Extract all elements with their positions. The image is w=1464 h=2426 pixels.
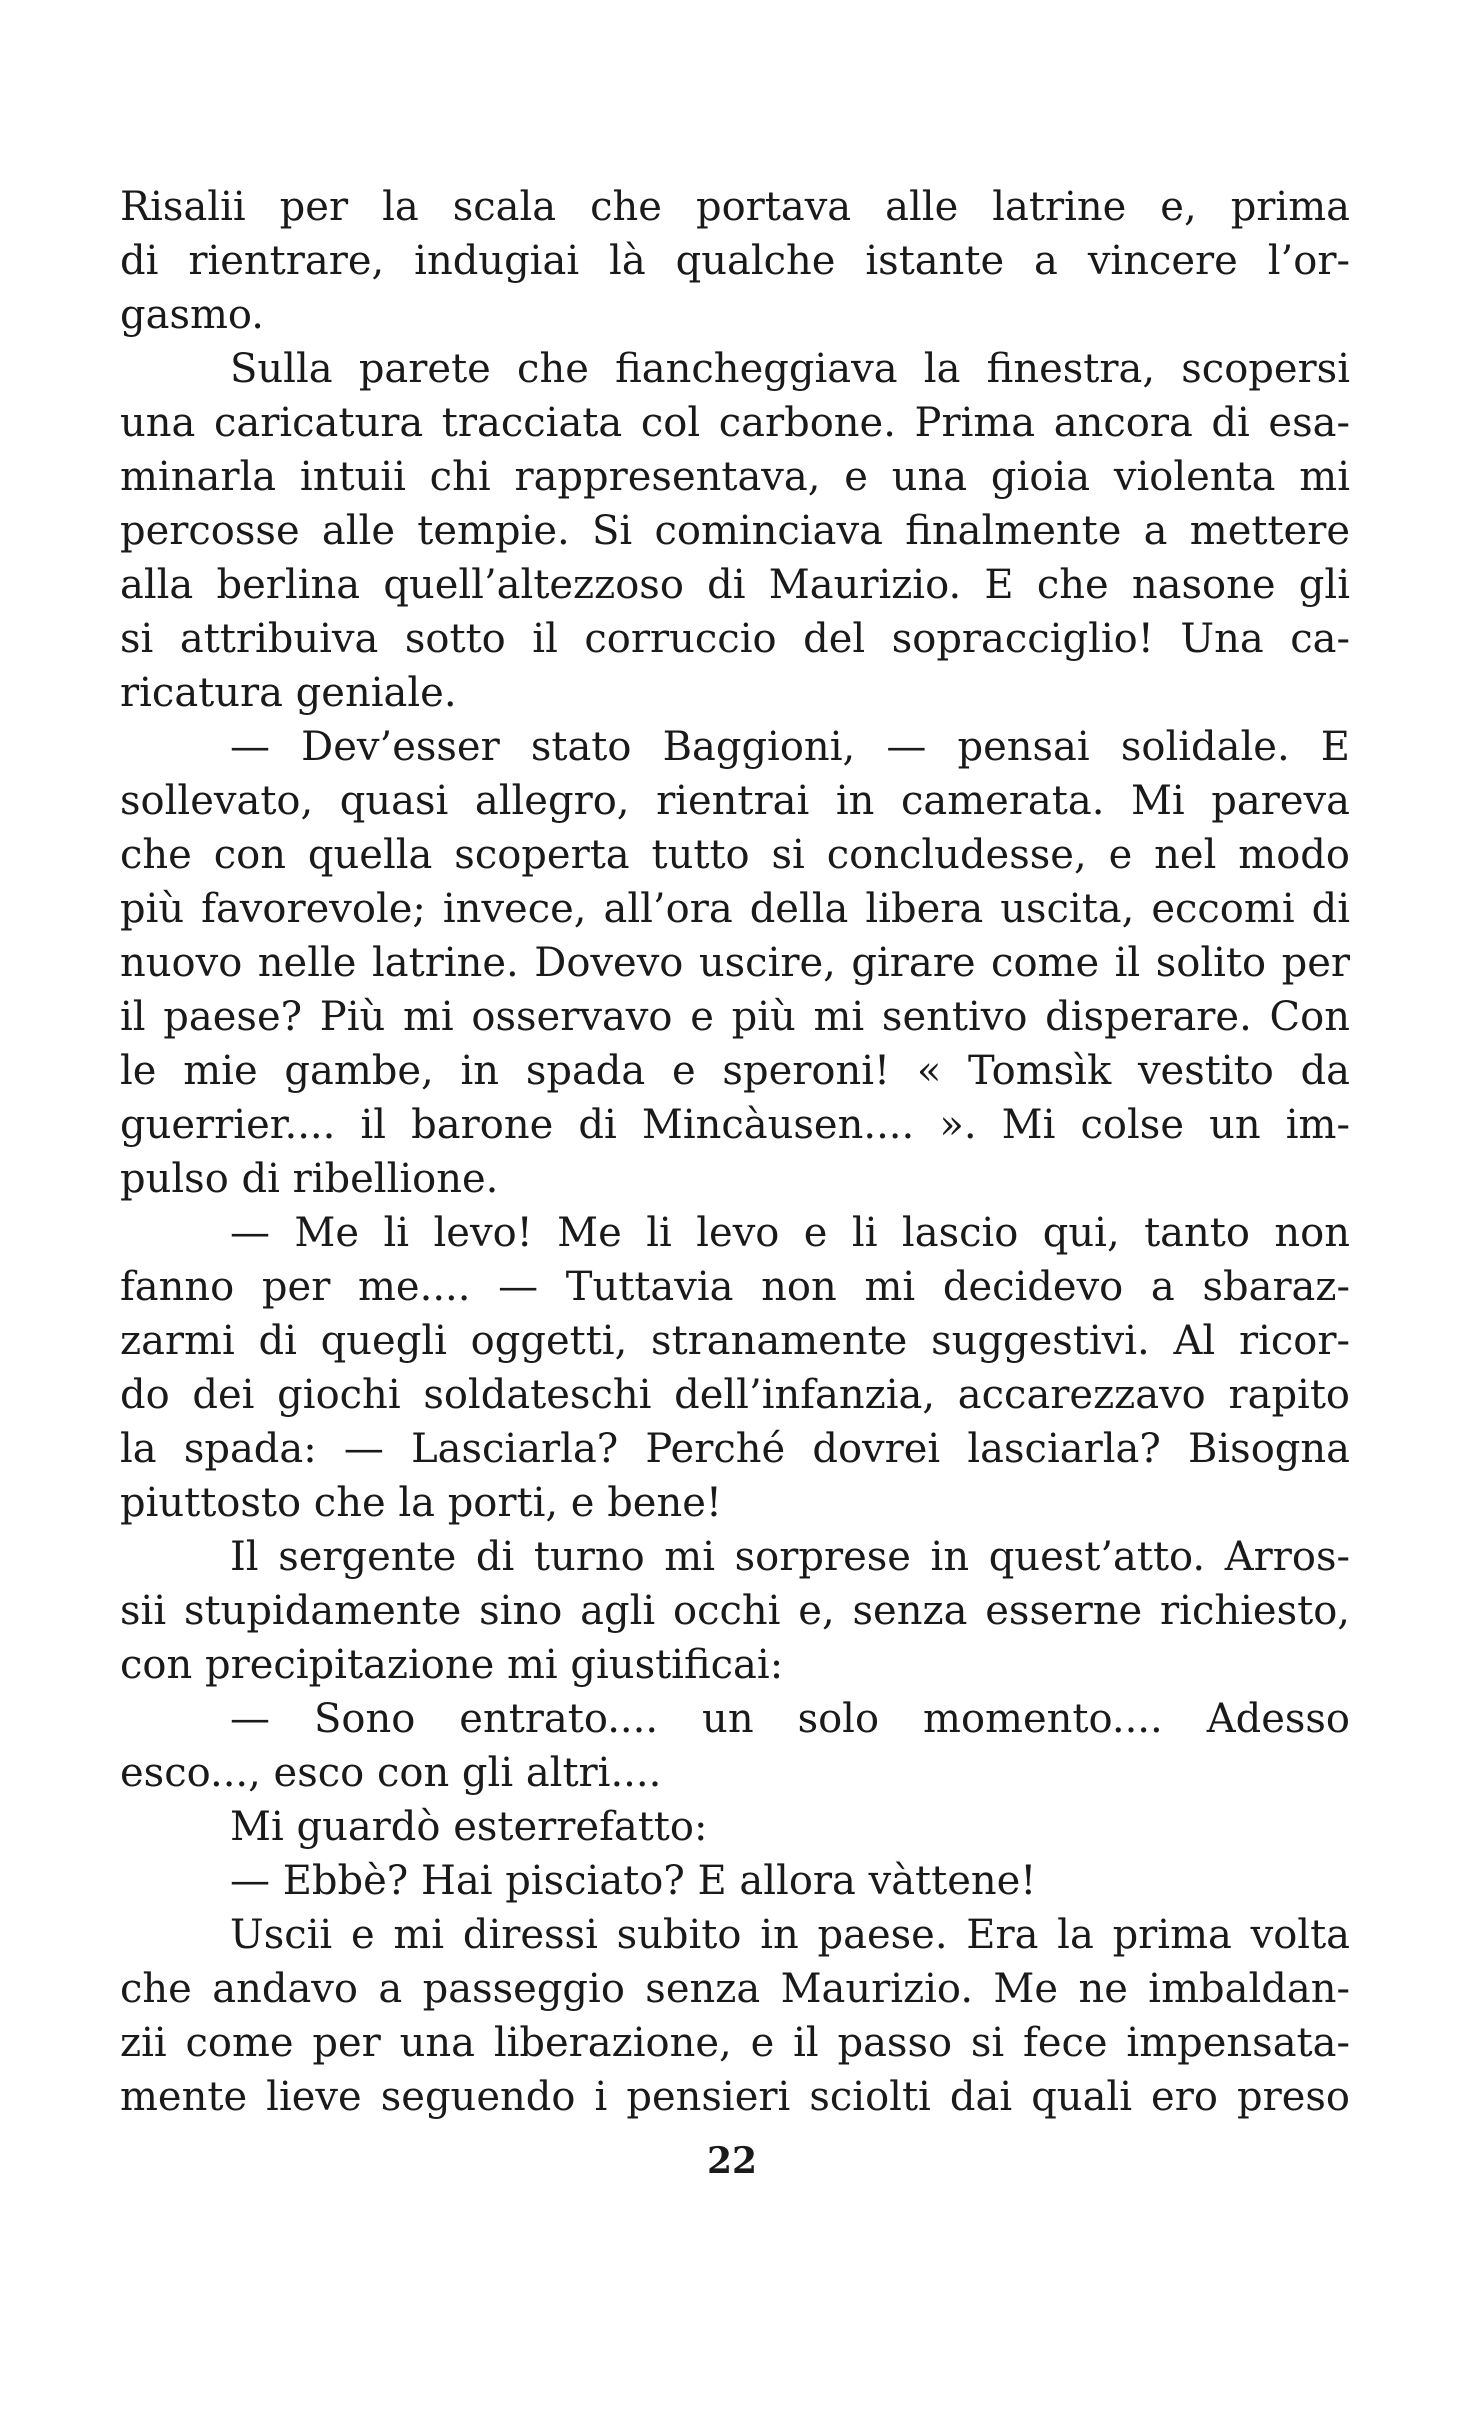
- text-line: che con quella scoperta tutto si concludesse, e nel modo: [120, 832, 1350, 878]
- text-line: sii stupidamente sino agli occhi e, senza esserne richiesto,: [120, 1588, 1350, 1634]
- text-line: Risalii per la scala che portava alle latrine e, prima: [120, 184, 1350, 230]
- text-line: — Me li levo! Me li levo e li lascio qui, tanto non: [230, 1210, 1350, 1256]
- text-line: si attribuiva sotto il corruccio del sopracciglio! Una ca-: [120, 616, 1350, 662]
- text-line: alla berlina quell’altezzoso di Maurizio. E che nasone gli: [120, 562, 1350, 608]
- text-line: il paese? Più mi osservavo e più mi sentivo disperare. Con: [120, 994, 1350, 1040]
- page-number: 22: [706, 2140, 758, 2182]
- text-line: ricatura geniale.: [120, 670, 457, 716]
- text-line: Sulla parete che fiancheggiava la finestra, scopersi: [230, 346, 1350, 392]
- text-line: con precipitazione mi giustificai:: [120, 1642, 784, 1688]
- text-line: mente lieve seguendo i pensieri sciolti dai quali ero preso: [120, 2074, 1350, 2120]
- text-line: pulso di ribellione.: [120, 1156, 499, 1202]
- text-line: la spada: — Lasciarla? Perché dovrei lasciarla? Bisogna: [120, 1426, 1350, 1472]
- text-line: che andavo a passeggio senza Maurizio. Me ne imbaldan-: [120, 1966, 1350, 2012]
- text-line: zarmi di quegli oggetti, stranamente suggestivi. Al ricor-: [120, 1318, 1350, 1364]
- text-line: sollevato, quasi allegro, rientrai in camerata. Mi pareva: [120, 778, 1350, 824]
- text-line: — Ebbè? Hai pisciato? E allora vàttene!: [230, 1858, 1037, 1904]
- body-text: [120, 180, 1350, 2124]
- text-line: di rientrare, indugiai là qualche istante a vincere l’or-: [120, 238, 1350, 284]
- text-line: le mie gambe, in spada e speroni! « Tomsìk vestito da: [120, 1048, 1350, 1094]
- text-line: guerrier.... il barone di Mincàusen.... ». Mi colse un im-: [120, 1102, 1350, 1148]
- text-line: — Sono entrato.... un solo momento.... Adesso: [230, 1696, 1350, 1742]
- text-line: do dei giochi soldateschi dell’infanzia, accarezzavo rapito: [120, 1372, 1350, 1418]
- text-line: una caricatura tracciata col carbone. Prima ancora di esa-: [120, 400, 1350, 446]
- text-line: Mi guardò esterrefatto:: [230, 1804, 708, 1850]
- text-line: Il sergente di turno mi sorprese in quest’atto. Arros-: [230, 1534, 1350, 1580]
- text-line: percosse alle tempie. Si cominciava finalmente a mettere: [120, 508, 1350, 554]
- text-line: piuttosto che la porti, e bene!: [120, 1480, 722, 1526]
- text-line: minarla intuii chi rappresentava, e una gioia violenta mi: [120, 454, 1350, 500]
- text-line: esco..., esco con gli altri....: [120, 1750, 662, 1796]
- text-line: gasmo.: [120, 292, 265, 338]
- text-line: — Dev’esser stato Baggioni, — pensai solidale. E: [230, 724, 1350, 770]
- text-line: nuovo nelle latrine. Dovevo uscire, girare come il solito per: [120, 940, 1350, 986]
- text-line: Uscii e mi diressi subito in paese. Era la prima volta: [230, 1912, 1350, 1958]
- text-line: fanno per me.... — Tuttavia non mi decidevo a sbaraz-: [120, 1264, 1350, 1310]
- text-line: zii come per una liberazione, e il passo si fece impensata-: [120, 2020, 1350, 2066]
- text-line: più favorevole; invece, all’ora della libera uscita, eccomi di: [120, 886, 1350, 932]
